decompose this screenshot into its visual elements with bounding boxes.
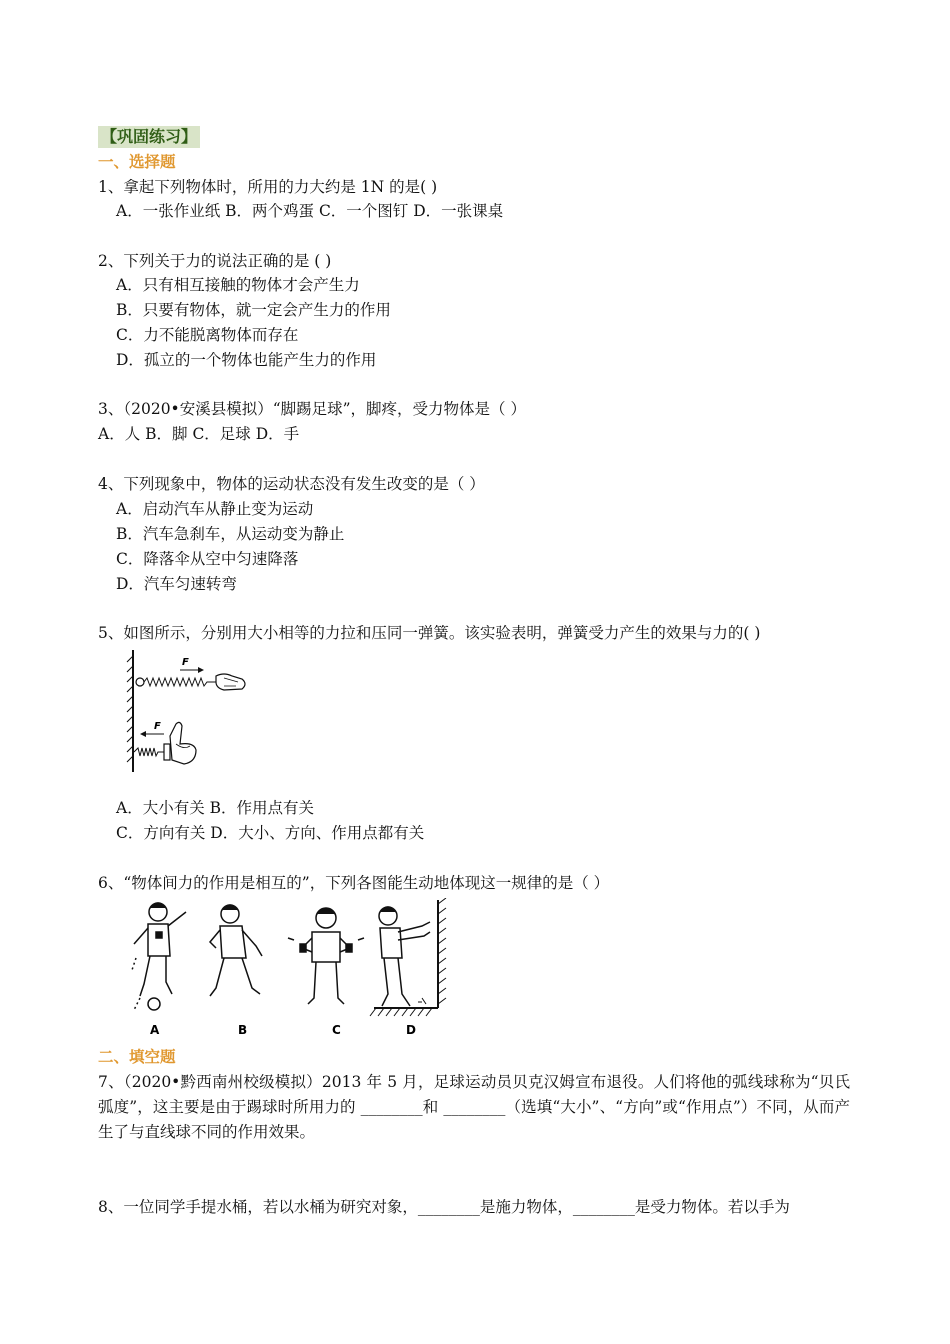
q4-option-d: D．汽车匀速转弯: [116, 575, 237, 593]
q8-text: 8、一位同学手提水桶，若以水桶为研究对象，________是施力物体，________是受力物体。若以手为: [98, 1198, 790, 1216]
q1-stem: 1、拿起下列物体时，所用的力大约是 1N 的是( ): [98, 178, 438, 196]
exercise-heading: 【巩固练习】: [98, 126, 200, 148]
figure-b-person: [210, 905, 262, 996]
q4-option-a: A．启动汽车从静止变为运动: [116, 500, 314, 518]
q1-options: A．一张作业纸 B．两个鸡蛋 C．一个图钉 D．一张课桌: [116, 202, 504, 220]
figure-label-c: C: [332, 1023, 341, 1037]
q2-stem: 2、下列关于力的说法正确的是 ( ): [98, 252, 332, 270]
spring-figure: [124, 646, 252, 774]
q2-option-a: A．只有相互接触的物体才会产生力: [116, 276, 360, 294]
q4-stem: 4、下列现象中，物体的运动状态没有发生改变的是（ ）: [98, 475, 485, 493]
q5-stem: 5、如图所示，分别用大小相等的力拉和压同一弹簧。该实验表明，弹簧受力产生的效果与力的( ): [98, 624, 761, 642]
figure-label-b: B: [238, 1023, 248, 1037]
figure-label-d: D: [406, 1023, 416, 1037]
figure-d-wall-pusher: [370, 898, 446, 1016]
force-label-bottom: F: [154, 721, 161, 732]
q2-option-d: D．孤立的一个物体也能产生力的作用: [116, 351, 377, 369]
q4-option-c: C．降落伞从空中匀速降落: [116, 550, 299, 568]
q3-stem: 3、（2020•安溪县模拟）“脚踢足球”，脚疼，受力物体是（ ）: [98, 400, 526, 418]
section-choice-title: 一、选择题: [98, 153, 176, 171]
q2-option-c: C．力不能脱离物体而存在: [116, 326, 299, 344]
figure-label-a: A: [150, 1023, 160, 1037]
q5-options-row2: C．方向有关 D．大小、方向、作用点都有关: [116, 824, 425, 842]
figure-a-kicker: [132, 903, 186, 1010]
q7-text: 7、（2020•黔西南州校级模拟）2013 年 5 月，足球运动员贝克汉姆宣布退役。人们将他的弧线球称为“贝氏弧度”，这主要是由于踢球时所用力的 ________和 ________（选填“大小”、“方向”或“作用点”）不同，从而产生了与直线球不同的作用效果。: [98, 1073, 850, 1141]
force-label-top: F: [182, 657, 189, 668]
q3-options: A．人 B．脚 C．足球 D．手: [98, 425, 300, 443]
interaction-figures: [126, 898, 452, 1038]
figure-c-person: [288, 908, 364, 1004]
section-fill-title: 二、填空题: [98, 1048, 176, 1066]
q2-option-b: B．只要有物体，就一定会产生力的作用: [116, 301, 391, 319]
q5-options-row1: A．大小有关 B．作用点有关: [116, 799, 315, 817]
q4-option-b: B．汽车急刹车，从运动变为静止: [116, 525, 345, 543]
q6-stem: 6、“物体间力的作用是相互的”，下列各图能生动地体现这一规律的是（ ）: [98, 874, 610, 892]
